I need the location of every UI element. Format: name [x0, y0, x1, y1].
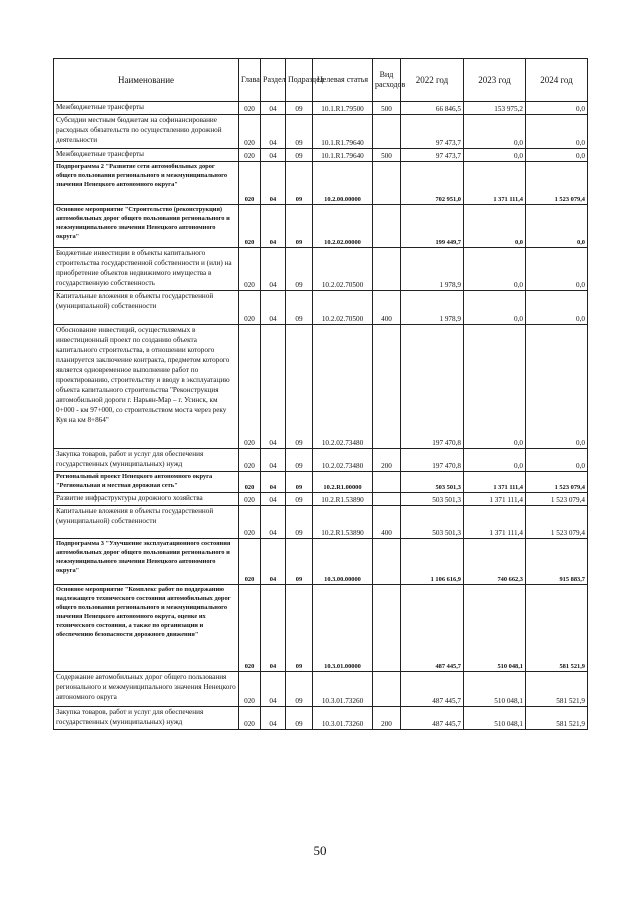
cell-podrazdel: 09 [286, 539, 313, 585]
cell-name: Развитие инфраструктуры дорожного хозяйства [54, 493, 239, 506]
cell-2023: 0,0 [464, 205, 526, 248]
table-row [54, 115, 588, 149]
cell-target-article: 10.2.02.00000 [313, 205, 373, 248]
table-row [54, 585, 588, 672]
cell-name: Межбюджетные трансферты [54, 102, 239, 115]
cell-expense-type: 200 [373, 449, 401, 472]
cell-2022: 487 445,7 [401, 672, 464, 707]
table-row [54, 102, 588, 115]
cell-2024: 1 523 079,4 [526, 506, 588, 539]
cell-expense-type [373, 493, 401, 506]
header-2023: 2023 год [464, 59, 526, 102]
cell-glava: 020 [239, 248, 261, 291]
cell-glava: 020 [239, 506, 261, 539]
cell-2022: 1 978,9 [401, 248, 464, 291]
cell-target-article: 10.2.02.73480 [313, 325, 373, 449]
cell-podrazdel: 09 [286, 506, 313, 539]
cell-2022: 199 449,7 [401, 205, 464, 248]
cell-glava: 020 [239, 472, 261, 493]
cell-podrazdel: 09 [286, 291, 313, 325]
cell-expense-type [373, 325, 401, 449]
cell-podrazdel: 09 [286, 149, 313, 162]
cell-2024: 581 521,9 [526, 672, 588, 707]
cell-target-article: 10.3.00.00000 [313, 539, 373, 585]
cell-2024: 0,0 [526, 115, 588, 149]
cell-2024: 581 521,9 [526, 707, 588, 730]
cell-razdel: 04 [261, 539, 286, 585]
cell-target-article: 10.1.R1.79640 [313, 149, 373, 162]
cell-razdel: 04 [261, 672, 286, 707]
cell-podrazdel: 09 [286, 672, 313, 707]
cell-name: Субсидии местным бюджетам на софинансирование расходных обязательств по осуществлению дорожной деятельности [54, 115, 239, 149]
header-2024: 2024 год [526, 59, 588, 102]
budget-table [53, 58, 588, 730]
cell-razdel: 04 [261, 149, 286, 162]
table-header-row [54, 59, 588, 102]
cell-glava: 020 [239, 115, 261, 149]
header-podrazdel: Подраздел [286, 59, 313, 102]
cell-razdel: 04 [261, 205, 286, 248]
cell-target-article: 10.2.R1.00000 [313, 472, 373, 493]
cell-2022: 197 470,8 [401, 325, 464, 449]
cell-name: Капитальные вложения в объекты государственной (муниципальной) собственности [54, 506, 239, 539]
cell-target-article: 10.2.02.70500 [313, 248, 373, 291]
cell-2023: 0,0 [464, 248, 526, 291]
header-razdel: Раздел [261, 59, 286, 102]
cell-2023: 1 371 111,4 [464, 162, 526, 205]
cell-expense-type: 500 [373, 102, 401, 115]
cell-2023: 510 048,1 [464, 672, 526, 707]
cell-2024: 1 523 079,4 [526, 472, 588, 493]
cell-2023: 1 371 111,4 [464, 493, 526, 506]
cell-target-article: 10.1.R1.79500 [313, 102, 373, 115]
cell-podrazdel: 09 [286, 115, 313, 149]
cell-glava: 020 [239, 205, 261, 248]
cell-2023: 153 975,2 [464, 102, 526, 115]
cell-expense-type [373, 115, 401, 149]
table-row [54, 325, 588, 449]
cell-target-article: 10.2.R1.53890 [313, 506, 373, 539]
cell-2022: 1 106 616,9 [401, 539, 464, 585]
cell-2024: 915 883,7 [526, 539, 588, 585]
cell-podrazdel: 09 [286, 325, 313, 449]
cell-glava: 020 [239, 672, 261, 707]
cell-glava: 020 [239, 291, 261, 325]
cell-podrazdel: 09 [286, 102, 313, 115]
cell-glava: 020 [239, 539, 261, 585]
header-target-article: Целевая статья [313, 59, 373, 102]
cell-expense-type [373, 205, 401, 248]
cell-2023: 0,0 [464, 115, 526, 149]
cell-name: Подпрограмма 2 "Развитие сети автомобильных дорог общего пользования регионального и межмуниципального значения Ненецкого автономного округа" [54, 162, 239, 205]
table-row [54, 472, 588, 493]
table-row [54, 493, 588, 506]
cell-2023: 0,0 [464, 291, 526, 325]
cell-expense-type: 500 [373, 149, 401, 162]
cell-2023: 0,0 [464, 325, 526, 449]
cell-razdel: 04 [261, 472, 286, 493]
table-row [54, 449, 588, 472]
cell-2023: 510 048,1 [464, 707, 526, 730]
cell-target-article: 10.3.01.00000 [313, 585, 373, 672]
cell-razdel: 04 [261, 291, 286, 325]
table-row [54, 205, 588, 248]
cell-razdel: 04 [261, 248, 286, 291]
cell-razdel: 04 [261, 493, 286, 506]
cell-podrazdel: 09 [286, 205, 313, 248]
table-body [54, 102, 588, 730]
cell-target-article: 10.1.R1.79640 [313, 115, 373, 149]
header-2022: 2022 год [401, 59, 464, 102]
cell-name: Межбюджетные трансферты [54, 149, 239, 162]
cell-target-article: 10.2.R1.53890 [313, 493, 373, 506]
cell-name: Закупка товаров, работ и услуг для обеспечения государственных (муниципальных) нужд [54, 707, 239, 730]
cell-2022: 503 501,3 [401, 506, 464, 539]
cell-razdel: 04 [261, 162, 286, 205]
cell-name: Основное мероприятие "Строительство (реконструкция) автомобильных дорог общего пользования регионального и межмуниципального значения Ненецкого автономного округа" [54, 205, 239, 248]
cell-2024: 0,0 [526, 102, 588, 115]
cell-podrazdel: 09 [286, 248, 313, 291]
table-row [54, 149, 588, 162]
cell-expense-type: 200 [373, 707, 401, 730]
cell-podrazdel: 09 [286, 493, 313, 506]
table-row [54, 248, 588, 291]
cell-2023: 0,0 [464, 449, 526, 472]
table-row [54, 539, 588, 585]
cell-2024: 1 523 079,4 [526, 493, 588, 506]
cell-2022: 487 445,7 [401, 585, 464, 672]
cell-expense-type [373, 472, 401, 493]
cell-expense-type: 400 [373, 506, 401, 539]
cell-razdel: 04 [261, 102, 286, 115]
cell-expense-type [373, 539, 401, 585]
cell-name: Подпрограмма 3 "Улучшение эксплуатационного состояния автомобильных дорог общего пользования регионального и межмуниципального значения Ненецкого автономного округа" [54, 539, 239, 585]
header-expense-type: Вид расходов [373, 59, 401, 102]
page-number: 50 [313, 843, 327, 858]
cell-target-article: 10.2.02.70500 [313, 291, 373, 325]
cell-2023: 740 662,3 [464, 539, 526, 585]
cell-glava: 020 [239, 585, 261, 672]
cell-target-article: 10.2.00.00000 [313, 162, 373, 205]
cell-2024: 0,0 [526, 205, 588, 248]
cell-2023: 510 048,1 [464, 585, 526, 672]
cell-glava: 020 [239, 707, 261, 730]
cell-razdel: 04 [261, 585, 286, 672]
cell-podrazdel: 09 [286, 162, 313, 205]
cell-glava: 020 [239, 325, 261, 449]
cell-2024: 581 521,9 [526, 585, 588, 672]
table-row [54, 506, 588, 539]
cell-target-article: 10.3.01.73260 [313, 672, 373, 707]
cell-razdel: 04 [261, 506, 286, 539]
table-row [54, 291, 588, 325]
cell-2023: 1 371 111,4 [464, 506, 526, 539]
cell-2024: 0,0 [526, 449, 588, 472]
cell-name: Содержание автомобильных дорог общего пользования регионального и межмуниципального значения Ненецкого автономного округа [54, 672, 239, 707]
cell-glava: 020 [239, 493, 261, 506]
cell-expense-type [373, 585, 401, 672]
cell-name: Региональный проект Ненецкого автономного округа "Региональная и местная дорожная сеть" [54, 472, 239, 493]
cell-2022: 97 473,7 [401, 149, 464, 162]
table-row [54, 672, 588, 707]
cell-expense-type [373, 162, 401, 205]
cell-2022: 487 445,7 [401, 707, 464, 730]
cell-razdel: 04 [261, 449, 286, 472]
cell-2024: 0,0 [526, 291, 588, 325]
table-row [54, 707, 588, 730]
cell-2022: 66 846,5 [401, 102, 464, 115]
cell-glava: 020 [239, 149, 261, 162]
cell-2024: 0,0 [526, 325, 588, 449]
cell-name: Закупка товаров, работ и услуг для обеспечения государственных (муниципальных) нужд [54, 449, 239, 472]
cell-name: Капитальные вложения в объекты государственной (муниципальной) собственности [54, 291, 239, 325]
cell-podrazdel: 09 [286, 707, 313, 730]
cell-podrazdel: 09 [286, 449, 313, 472]
cell-name: Обоснование инвестиций, осуществляемых в инвестиционный проект по созданию объекта капитального строительства, в отношении которого планируется заключение контракта, предметом которого является одновременное выполнение работ по проектированию, строительству и вводу в эксплуатацию объекта капитального строительства "Реконструкция автомобильной дороги г. Нарьян-Мар – г. Усинск, км 0+000 - км 97+000, со строительством моста через реку Куя на км 8+864" [54, 325, 239, 449]
cell-2023: 1 371 111,4 [464, 472, 526, 493]
header-name: Наименование [54, 59, 239, 102]
cell-expense-type [373, 672, 401, 707]
cell-glava: 020 [239, 102, 261, 115]
cell-target-article: 10.2.02.73480 [313, 449, 373, 472]
cell-2022: 1 978,9 [401, 291, 464, 325]
header-glava: Глава [239, 59, 261, 102]
cell-2022: 503 501,3 [401, 493, 464, 506]
cell-2022: 197 470,8 [401, 449, 464, 472]
cell-2022: 97 473,7 [401, 115, 464, 149]
cell-expense-type [373, 248, 401, 291]
cell-expense-type: 400 [373, 291, 401, 325]
cell-razdel: 04 [261, 325, 286, 449]
cell-razdel: 04 [261, 707, 286, 730]
cell-target-article: 10.3.01.73260 [313, 707, 373, 730]
cell-name: Основное мероприятие "Комплекс работ по поддержанию надлежащего технического состояния автомобильных дорог общего пользования регионального и межмуниципального значения Ненецкого автономного округа, оценке их технического состояния, а также по организации и обеспечению безопасности дорожного движения" [54, 585, 239, 672]
cell-podrazdel: 09 [286, 585, 313, 672]
cell-2022: 503 501,3 [401, 472, 464, 493]
cell-2024: 0,0 [526, 149, 588, 162]
cell-name: Бюджетные инвестиции в объекты капитального строительства государственной собственности и (или) на приобретение объектов недвижимого имущества в государственную собственность [54, 248, 239, 291]
cell-2023: 0,0 [464, 149, 526, 162]
cell-2024: 0,0 [526, 248, 588, 291]
table-row [54, 162, 588, 205]
cell-podrazdel: 09 [286, 472, 313, 493]
cell-glava: 020 [239, 449, 261, 472]
cell-2022: 702 951,0 [401, 162, 464, 205]
cell-razdel: 04 [261, 115, 286, 149]
cell-glava: 020 [239, 162, 261, 205]
cell-2024: 1 523 079,4 [526, 162, 588, 205]
